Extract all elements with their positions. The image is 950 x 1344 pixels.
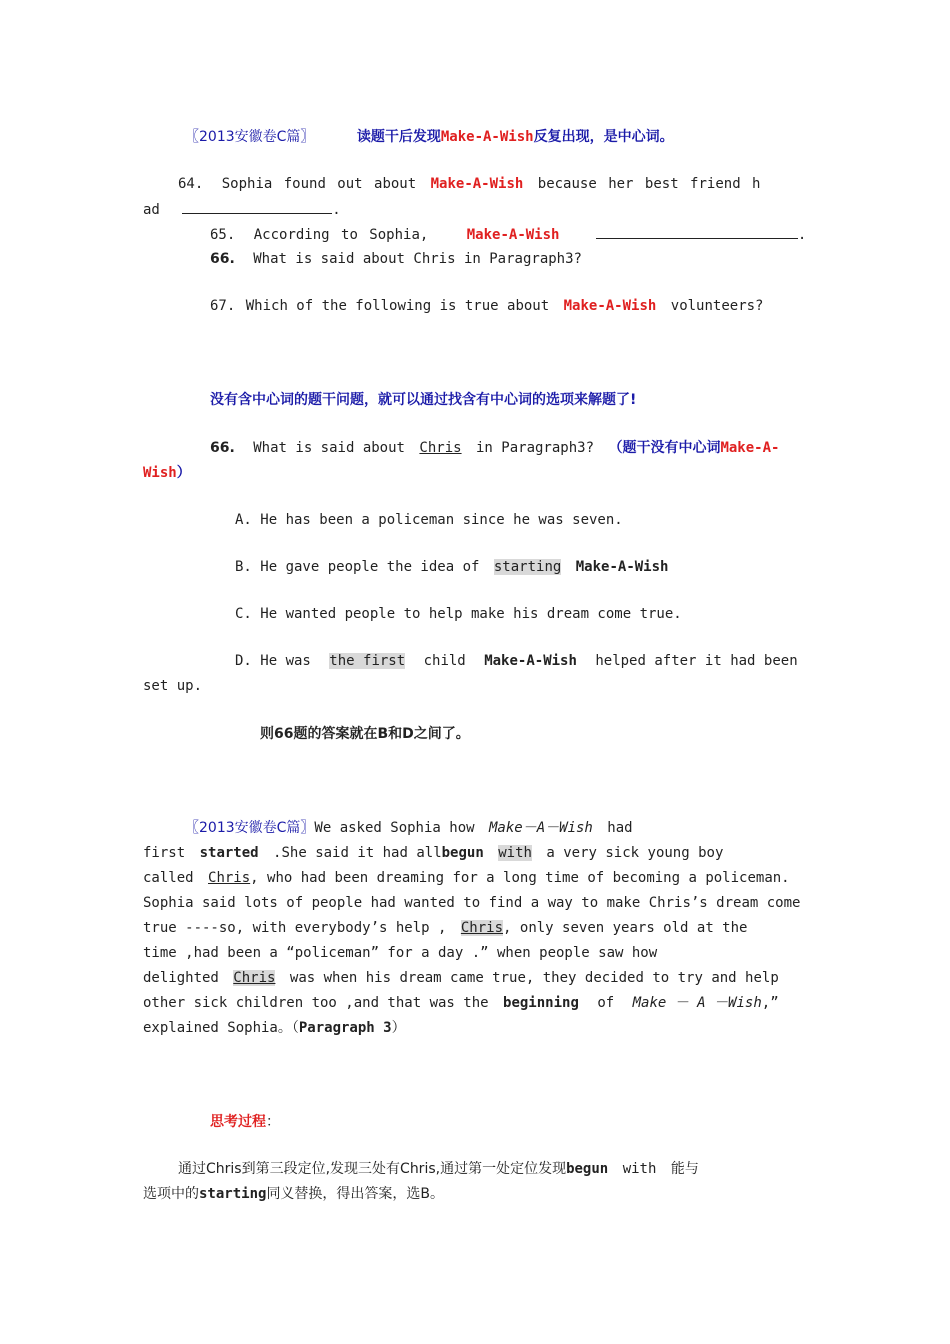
- question-text: .: [332, 202, 341, 218]
- passage-line-5: [143, 918, 747, 938]
- passage-text: explained Sophia。（: [143, 1020, 299, 1036]
- passage-text: was when his dream came true, they decided to try and help: [289, 970, 779, 986]
- note-close: ）: [176, 465, 191, 481]
- question-number: 64.: [178, 176, 204, 192]
- question-text: .: [797, 227, 807, 243]
- option-d: [235, 651, 798, 671]
- thinking-text: 通过Chris到第三段定位,发现三处有Chris,通过第一处定位发现: [178, 1161, 567, 1177]
- passage-text: .She said it had all: [273, 845, 442, 861]
- question-number: 65.: [210, 227, 236, 243]
- header-note-prefix: 读题干后发现: [356, 129, 441, 145]
- option-text: helped after it had been: [595, 653, 798, 669]
- thinking-text: 能与: [670, 1161, 699, 1177]
- word-beginning: beginning: [503, 995, 579, 1011]
- passage-text: ,”: [761, 995, 779, 1011]
- passage-text: of: [597, 995, 615, 1011]
- highlight-starting: starting: [493, 559, 562, 575]
- thinking-text: 选项中的: [143, 1186, 199, 1202]
- word-starting: starting: [199, 1186, 267, 1202]
- source-tag: 〖2013安徽卷C篇〗: [185, 129, 315, 145]
- question-text: in Paragraph3?: [476, 440, 595, 456]
- option-text: D. He was: [235, 653, 311, 669]
- keyword: Make-A-Wish: [484, 653, 577, 669]
- keyword: Make-A-Wish: [440, 129, 534, 145]
- passage-text: ）: [391, 1020, 406, 1036]
- header-note-suffix: 反复出现，是中心词。: [533, 129, 674, 145]
- option-d-cont: set up.: [143, 678, 203, 694]
- passage-line-3: [143, 868, 790, 888]
- passage-text: first: [143, 845, 186, 861]
- question-67: [210, 296, 763, 316]
- thinking-colon: ：: [266, 1114, 280, 1130]
- answer-blank: [596, 224, 798, 239]
- passage-line-7: [143, 968, 779, 988]
- question-text: What is said about: [253, 440, 405, 456]
- answer-blank: [182, 199, 332, 214]
- thinking-title: [210, 1112, 280, 1132]
- chris-underlined: Chris: [419, 440, 462, 456]
- passage-text: other sick children too ,and that was the: [143, 995, 489, 1011]
- q66-detail-cont: [143, 463, 191, 483]
- question-text: Sophia found out about: [221, 176, 417, 192]
- question-64: [178, 174, 798, 194]
- option-text: child: [423, 653, 466, 669]
- passage-text: true ----so, with everybody’s help ,: [143, 920, 447, 936]
- thinking-text: 同义替换，得出答案，选B。: [266, 1186, 445, 1202]
- question-65: [210, 224, 806, 245]
- highlight-the-first: the first: [329, 653, 406, 669]
- word-with: with: [622, 1161, 657, 1177]
- question-64-cont: [143, 199, 341, 220]
- conclusion: 则66题的答案就在B和D之间了。: [260, 726, 470, 742]
- passage-text: , only seven years old at the: [503, 920, 748, 936]
- tip-text: 没有含中心词的题干问题，就可以通过找含有中心词的选项来解题了!: [210, 392, 637, 408]
- chris-highlighted: Chris: [233, 970, 276, 986]
- question-number: 67.: [210, 298, 236, 314]
- q66-detail: [210, 438, 779, 458]
- option-a: A. He has been a policeman since he was seven.: [235, 512, 623, 528]
- header-note: [185, 127, 674, 147]
- passage-text: We asked Sophia how: [314, 820, 475, 836]
- option-b: [235, 557, 668, 577]
- keyword: Make-A-Wish: [563, 298, 657, 314]
- keyword: Wish: [143, 465, 177, 481]
- paragraph-ref: Paragraph 3: [298, 1020, 392, 1036]
- question-text: because her best friend h: [537, 176, 761, 192]
- make-a-wish-italic: Make－A－Wish: [489, 820, 593, 836]
- keyword: Make-A-Wish: [575, 559, 669, 575]
- word-started: started: [199, 845, 259, 861]
- word-begun: begun: [566, 1161, 609, 1177]
- passage-line-9: [143, 1018, 406, 1038]
- question-text: What is said about Chris in Paragraph3?: [253, 251, 582, 267]
- passage-text: , who had been dreaming for a long time of becoming a policeman.: [250, 870, 790, 886]
- passage-text: had: [607, 820, 633, 836]
- word-with: with: [498, 845, 532, 861]
- option-c: C. He wanted people to help make his dream come true.: [235, 606, 682, 622]
- question-text: According to Sophia,: [253, 227, 429, 243]
- source-tag: 〖2013安徽卷C篇〗: [185, 820, 315, 836]
- question-number: 66.: [210, 440, 235, 456]
- question-text: Which of the following is true about: [245, 298, 550, 314]
- make-a-wish-italic: Make － A －Wish: [632, 995, 762, 1011]
- passage-line-6: time ,had been a “policeman” for a day .” when people saw how: [143, 945, 658, 961]
- note-open: （题干没有中心词: [608, 440, 721, 456]
- thinking-line-1: [178, 1159, 699, 1179]
- thinking-title-text: 思考过程: [210, 1114, 266, 1130]
- passage-text: delighted: [143, 970, 219, 986]
- question-number: 66.: [210, 251, 235, 267]
- thinking-line-2: [143, 1184, 444, 1204]
- question-text: ad: [143, 202, 160, 218]
- passage-line-2: [143, 843, 723, 863]
- word-begun: begun: [441, 845, 484, 861]
- passage-line-8: [143, 993, 779, 1013]
- chris-highlighted: Chris: [460, 920, 504, 936]
- question-text: volunteers?: [670, 298, 764, 314]
- option-text: B. He gave people the idea of: [235, 559, 480, 575]
- question-66: [210, 249, 582, 269]
- chris-underlined: Chris: [208, 870, 251, 886]
- keyword: Make-A-Wish: [466, 227, 560, 243]
- keyword: Make-A-: [720, 440, 780, 456]
- passage-text: called: [143, 870, 194, 886]
- passage-text: a very sick young boy: [546, 845, 724, 861]
- passage-line-1: [185, 818, 633, 838]
- keyword: Make-A-Wish: [430, 176, 524, 192]
- passage-line-4: Sophia said lots of people had wanted to find a way to make Chris’s dream come: [143, 895, 801, 911]
